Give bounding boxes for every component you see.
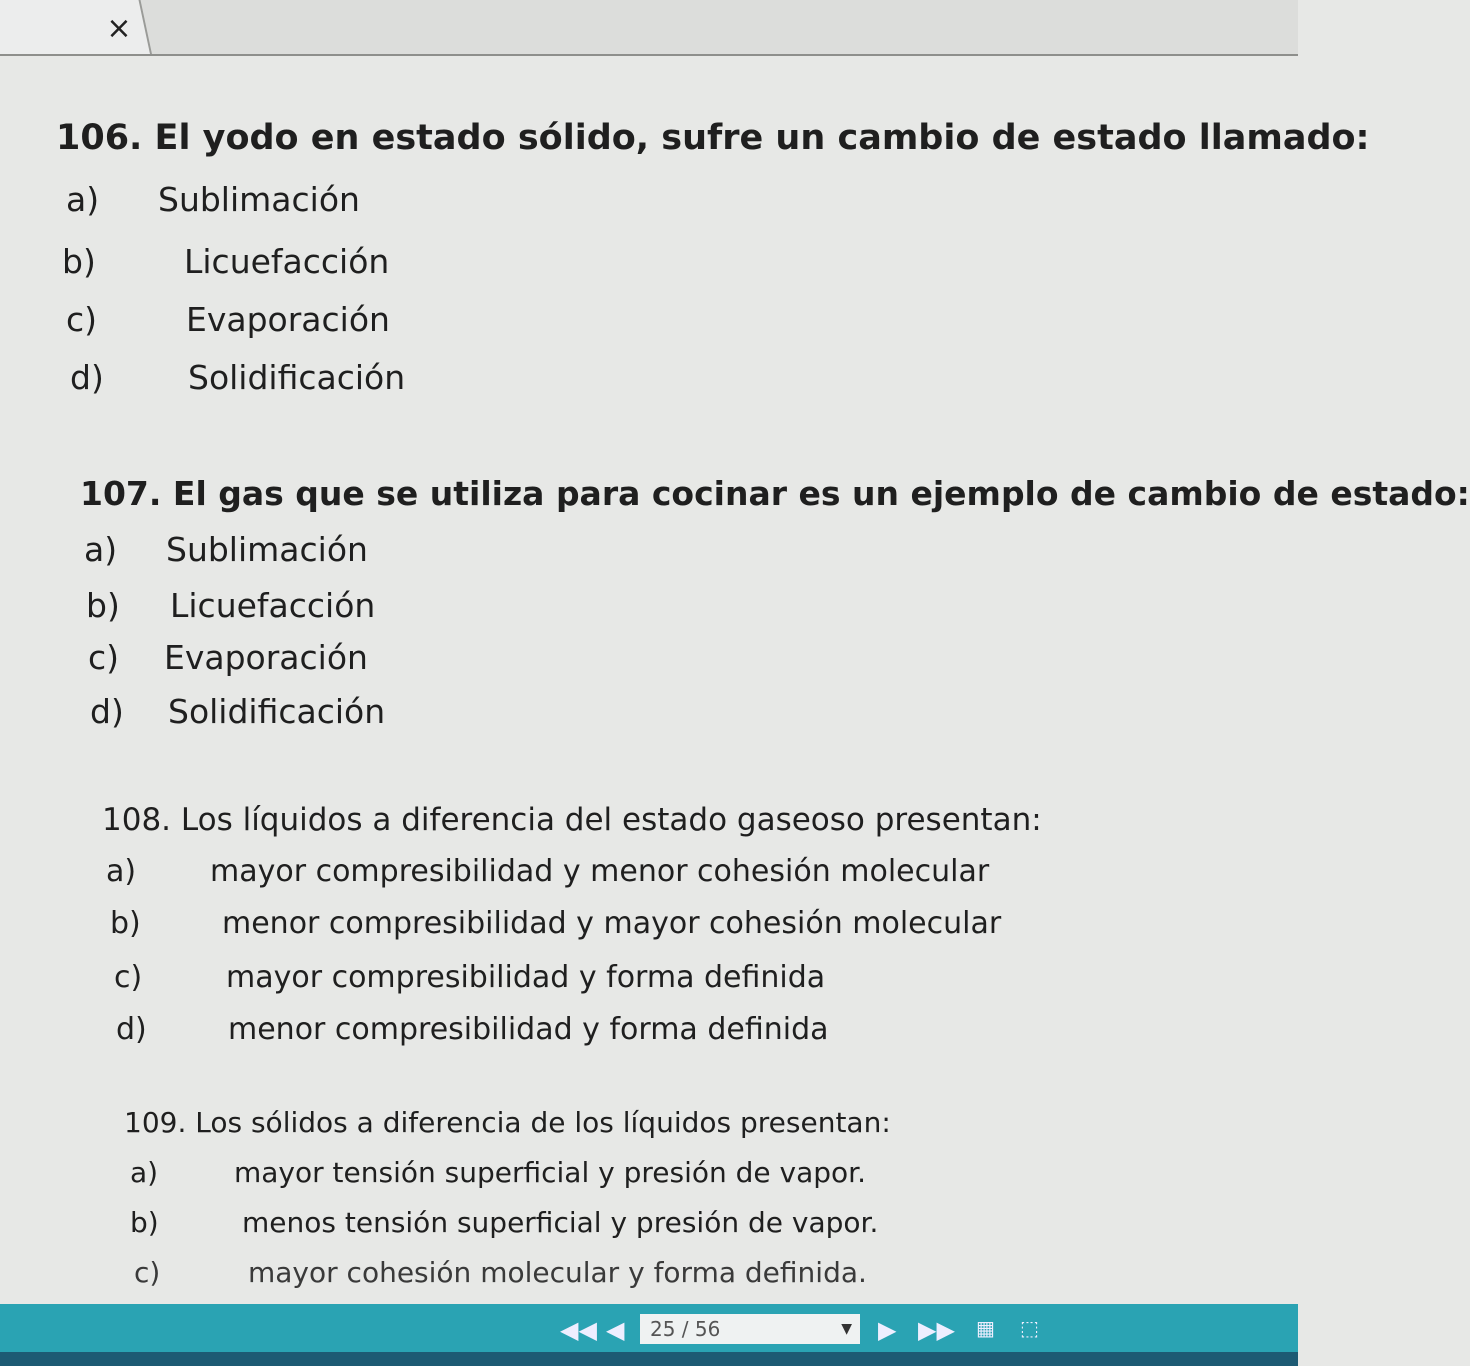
option-letter: a)	[130, 1156, 159, 1189]
option-text: mayor compresibilidad y forma definida	[226, 960, 826, 995]
option-letter: d)	[90, 692, 124, 731]
option-text: Evaporación	[164, 638, 368, 677]
option-109-c	[134, 1256, 867, 1289]
view-mode-icon[interactable]: ▦	[976, 1316, 995, 1340]
option-letter: d)	[116, 1012, 147, 1047]
option-letter: b)	[110, 906, 141, 941]
option-109-b	[130, 1206, 879, 1239]
option-letter: a)	[106, 854, 137, 889]
option-letter: b)	[86, 586, 120, 625]
option-109-a	[130, 1156, 867, 1189]
question-107-title: 107. El gas que se utiliza para cocinar es un ejemplo de cambio de estado:	[80, 474, 1470, 513]
pdf-toolbar	[0, 1304, 1298, 1366]
toolbar-shadow	[0, 1352, 1298, 1366]
option-letter: c)	[134, 1256, 161, 1289]
option-text: Solidificación	[168, 692, 386, 731]
option-106-b	[62, 242, 390, 281]
option-letter: d)	[70, 358, 104, 397]
option-text: mayor cohesión molecular y forma definida.	[248, 1256, 867, 1289]
option-108-d	[116, 1012, 829, 1047]
option-text: Sublimación	[158, 180, 360, 219]
option-108-c	[114, 960, 826, 995]
first-page-icon[interactable]: ◀◀	[560, 1316, 597, 1344]
last-page-icon[interactable]: ▶▶	[918, 1316, 955, 1344]
chevron-down-icon: ▼	[841, 1321, 852, 1337]
option-106-a	[66, 180, 360, 219]
option-107-b	[86, 586, 376, 625]
question-108-title: 108. Los líquidos a diferencia del estado gaseoso presentan:	[102, 802, 1042, 838]
option-letter: c)	[114, 960, 143, 995]
option-text: Licuefacción	[170, 586, 376, 625]
option-text: menor compresibilidad y forma definida	[228, 1012, 829, 1047]
question-106-title: 106. El yodo en estado sólido, sufre un cambio de estado llamado:	[56, 118, 1370, 158]
option-letter: b)	[62, 242, 96, 281]
option-text: Solidificación	[188, 358, 406, 397]
option-text: menor compresibilidad y mayor cohesión molecular	[222, 906, 1002, 941]
option-106-c	[66, 300, 390, 339]
option-107-a	[84, 530, 368, 569]
fit-page-icon[interactable]: ⬚	[1020, 1316, 1039, 1340]
option-text: Sublimación	[166, 530, 368, 569]
option-text: mayor tensión superficial y presión de vapor.	[234, 1156, 867, 1189]
option-letter: c)	[88, 638, 120, 677]
option-107-d	[90, 692, 386, 731]
option-letter: a)	[66, 180, 100, 219]
option-107-c	[88, 638, 368, 677]
tab-bar	[0, 0, 1298, 56]
question-109-title: 109. Los sólidos a diferencia de los líquidos presentan:	[124, 1106, 891, 1139]
option-text: Licuefacción	[184, 242, 390, 281]
option-letter: b)	[130, 1206, 159, 1239]
option-108-a	[106, 854, 990, 889]
option-text: Evaporación	[186, 300, 390, 339]
page-indicator: 25 / 56	[650, 1317, 721, 1341]
option-letter: c)	[66, 300, 98, 339]
option-106-d	[70, 358, 406, 397]
next-page-icon[interactable]: ▶	[878, 1316, 897, 1344]
previous-page-icon[interactable]: ◀	[606, 1316, 625, 1344]
option-text: menos tensión superficial y presión de vapor.	[242, 1206, 879, 1239]
page-selector[interactable]	[640, 1314, 860, 1344]
option-letter: a)	[84, 530, 118, 569]
option-text: mayor compresibilidad y menor cohesión molecular	[210, 854, 990, 889]
close-icon[interactable]: ×	[106, 11, 132, 46]
option-108-b	[110, 906, 1002, 941]
